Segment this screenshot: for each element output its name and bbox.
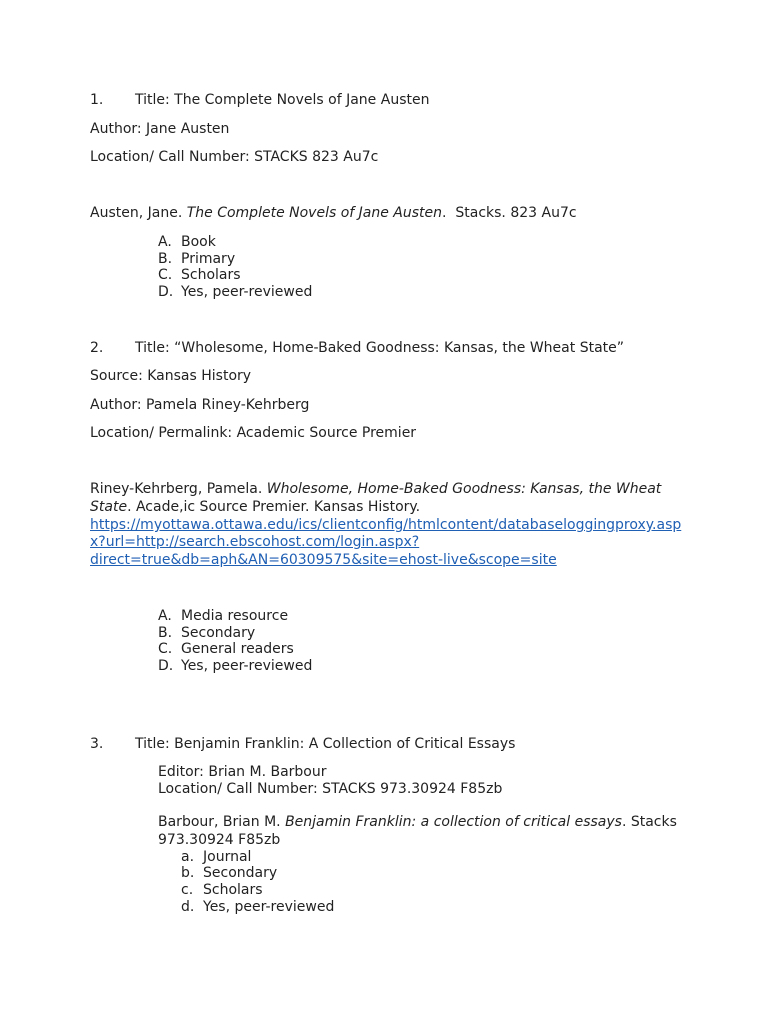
answer-item bbox=[158, 658, 312, 675]
answer-text: Yes, peer-reviewed bbox=[181, 658, 313, 674]
entry-editor: Editor: Brian M. Barbour bbox=[158, 764, 327, 780]
answer-item bbox=[158, 251, 235, 268]
entry-title: Title: The Complete Novels of Jane Austen bbox=[135, 92, 430, 108]
answer-text: Yes, peer-reviewed bbox=[203, 899, 335, 915]
answer-text: General readers bbox=[181, 641, 294, 657]
answer-label: c. bbox=[181, 882, 194, 898]
citation-line: 973.30924 F85zb bbox=[158, 832, 281, 848]
citation-title: State bbox=[90, 499, 128, 515]
entry-number: 3. bbox=[90, 736, 104, 752]
answer-text: Media resource bbox=[181, 608, 289, 624]
answer-label: D. bbox=[158, 658, 174, 674]
answer-label: A. bbox=[158, 608, 172, 624]
answer-label: d. bbox=[181, 899, 195, 915]
permalink-url[interactable]: x?url=http://search.ebscohost.com/login.aspx? bbox=[90, 534, 420, 550]
answer-item bbox=[158, 625, 255, 642]
citation bbox=[90, 205, 577, 222]
answer-item bbox=[181, 849, 251, 866]
citation-details: . Stacks. 823 Au7c bbox=[442, 205, 577, 221]
entry-author: Author: Jane Austen bbox=[90, 121, 230, 137]
citation-line bbox=[90, 481, 661, 498]
citation-details: . Stacks bbox=[621, 814, 677, 830]
entry-number: 1. bbox=[90, 92, 104, 108]
answer-item bbox=[181, 865, 277, 882]
answer-item bbox=[158, 641, 294, 658]
citation-details: . Acade,ic Source Premier. Kansas History. bbox=[127, 499, 421, 515]
citation-line bbox=[158, 814, 677, 831]
answer-label: b. bbox=[181, 865, 195, 881]
entry-title: Title: Benjamin Franklin: A Collection of Critical Essays bbox=[135, 736, 516, 752]
entry-author: Author: Pamela Riney-Kehrberg bbox=[90, 397, 310, 413]
citation-title: Wholesome, Home-Baked Goodness: Kansas, the Wheat bbox=[266, 481, 662, 497]
answer-text: Yes, peer-reviewed bbox=[181, 284, 313, 300]
answer-label: B. bbox=[158, 625, 173, 641]
entry-title: Title: “Wholesome, Home-Baked Goodness: Kansas, the Wheat State” bbox=[135, 340, 625, 356]
citation-author: Barbour, Brian M. bbox=[158, 814, 286, 830]
answer-text: Primary bbox=[181, 251, 236, 267]
answer-text: Journal bbox=[203, 849, 252, 865]
answer-label: a. bbox=[181, 849, 195, 865]
answer-item bbox=[158, 608, 288, 625]
citation-title: The Complete Novels of Jane Austen bbox=[186, 205, 443, 221]
citation-author: Austen, Jane. bbox=[90, 205, 187, 221]
entry-source: Source: Kansas History bbox=[90, 368, 252, 384]
answer-label: C. bbox=[158, 267, 173, 283]
entry-location: Location/ Permalink: Academic Source Premier bbox=[90, 425, 417, 441]
answer-label: C. bbox=[158, 641, 173, 657]
answer-text: Secondary bbox=[203, 865, 278, 881]
answer-item bbox=[181, 899, 334, 916]
citation-author: Riney-Kehrberg, Pamela. bbox=[90, 481, 267, 497]
answer-item bbox=[158, 284, 312, 301]
permalink-url[interactable]: https://myottawa.ottawa.edu/ics/clientconfig/htmlcontent/databaseloggingproxy.asp bbox=[90, 517, 682, 533]
answer-label: A. bbox=[158, 234, 172, 250]
answer-item bbox=[158, 267, 241, 284]
citation-title: Benjamin Franklin: a collection of critical essays bbox=[285, 814, 622, 830]
answer-text: Book bbox=[181, 234, 216, 250]
answer-item bbox=[181, 882, 263, 899]
answer-text: Secondary bbox=[181, 625, 256, 641]
answer-item bbox=[158, 234, 216, 251]
permalink-url[interactable]: direct=true&db=aph&AN=60309575&site=ehost-live&scope=site bbox=[90, 552, 557, 568]
citation-line bbox=[90, 499, 420, 516]
answer-text: Scholars bbox=[181, 267, 241, 283]
entry-location: Location/ Call Number: STACKS 823 Au7c bbox=[90, 149, 379, 165]
entry-location: Location/ Call Number: STACKS 973.30924 F85zb bbox=[158, 781, 503, 797]
answer-text: Scholars bbox=[203, 882, 263, 898]
answer-label: D. bbox=[158, 284, 174, 300]
answer-label: B. bbox=[158, 251, 173, 267]
entry-number: 2. bbox=[90, 340, 104, 356]
